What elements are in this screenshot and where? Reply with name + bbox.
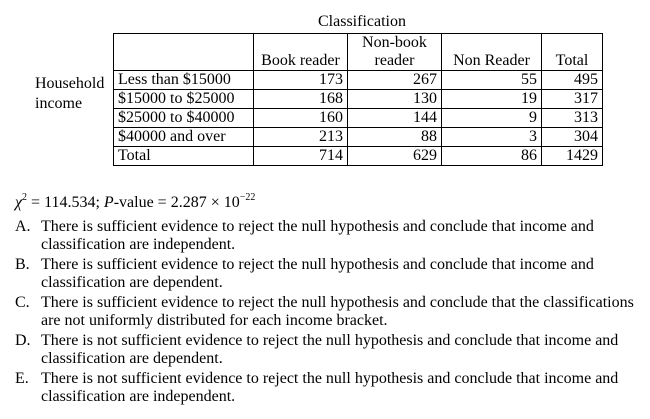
header-non-book-line2: reader	[374, 52, 415, 69]
table-row	[114, 109, 603, 128]
table-row	[114, 128, 603, 147]
option-letter: E.	[15, 370, 29, 387]
total-cell: 317	[542, 90, 603, 109]
row-group-label-income: income	[35, 95, 83, 112]
non-reader-cell: 55	[442, 71, 542, 90]
answer-option-e[interactable]	[15, 370, 645, 406]
row-label-cell: Less than $15000	[114, 71, 254, 90]
option-letter: B.	[15, 256, 30, 273]
option-letter: D.	[15, 332, 31, 349]
non-reader-cell: 19	[442, 90, 542, 109]
table-header-row	[114, 34, 603, 71]
option-letter: C.	[15, 294, 30, 311]
header-non-reader: Non Reader	[442, 34, 542, 71]
p-value: -value = 2.287 × 10	[113, 194, 240, 211]
non-book-reader-cell: 130	[348, 90, 442, 109]
non-book-reader-cell: 267	[348, 71, 442, 90]
table-row	[114, 71, 603, 90]
row-label-cell: $25000 to $40000	[114, 109, 254, 128]
p-exponent: −22	[239, 192, 256, 203]
contingency-table	[113, 33, 603, 166]
header-total: Total	[542, 34, 603, 71]
test-statistic-line	[15, 193, 255, 213]
option-letter: A.	[15, 218, 31, 235]
table-row	[114, 90, 603, 109]
p-label: P	[103, 194, 114, 211]
non-book-reader-cell: 144	[348, 109, 442, 128]
option-text: There is sufficient evidence to reject the null hypothesis and conclude that income and classification are dependent.	[41, 256, 594, 291]
total-cell: 495	[542, 71, 603, 90]
row-label-cell: $15000 to $25000	[114, 90, 254, 109]
header-non-book-line1: Non-book	[362, 34, 427, 51]
row-label-cell: $40000 and over	[114, 128, 254, 147]
option-text: There is sufficient evidence to reject the null hypothesis and conclude that the classifications are not uniformly distributed for each income bracket.	[41, 294, 634, 329]
book-reader-cell: 168	[254, 90, 348, 109]
book-reader-cell: 714	[254, 147, 348, 166]
answer-options	[15, 218, 645, 408]
total-cell: 1429	[542, 147, 603, 166]
answer-option-d[interactable]	[15, 332, 645, 368]
non-reader-cell: 3	[442, 128, 542, 147]
non-reader-cell: 9	[442, 109, 542, 128]
answer-option-c[interactable]	[15, 294, 645, 330]
chi-value: = 114.534;	[27, 194, 104, 211]
header-empty-cell	[114, 34, 254, 71]
row-group-label-household: Household	[35, 75, 105, 92]
book-reader-cell: 173	[254, 71, 348, 90]
non-book-reader-cell: 88	[348, 128, 442, 147]
total-cell: 313	[542, 109, 603, 128]
answer-option-a[interactable]	[15, 218, 645, 254]
header-book-reader: Book reader	[254, 34, 348, 71]
chi-symbol: χ	[15, 194, 23, 211]
header-non-book-reader	[348, 34, 442, 71]
row-label-cell: Total	[114, 147, 254, 166]
chi-exponent: 2	[22, 192, 28, 203]
answer-option-b[interactable]	[15, 256, 645, 292]
option-text: There is not sufficient evidence to reject the null hypothesis and conclude that income and classification are dependent.	[41, 332, 619, 367]
book-reader-cell: 160	[254, 109, 348, 128]
table-total-row	[114, 147, 603, 166]
total-cell: 304	[542, 128, 603, 147]
option-text: There is sufficient evidence to reject the null hypothesis and conclude that income and classification are independent.	[41, 218, 594, 253]
non-reader-cell: 86	[442, 147, 542, 166]
non-book-reader-cell: 629	[348, 147, 442, 166]
book-reader-cell: 213	[254, 128, 348, 147]
option-text: There is not sufficient evidence to reject the null hypothesis and conclude that income and classification are independent.	[41, 370, 619, 405]
classification-title: Classification	[318, 13, 406, 30]
